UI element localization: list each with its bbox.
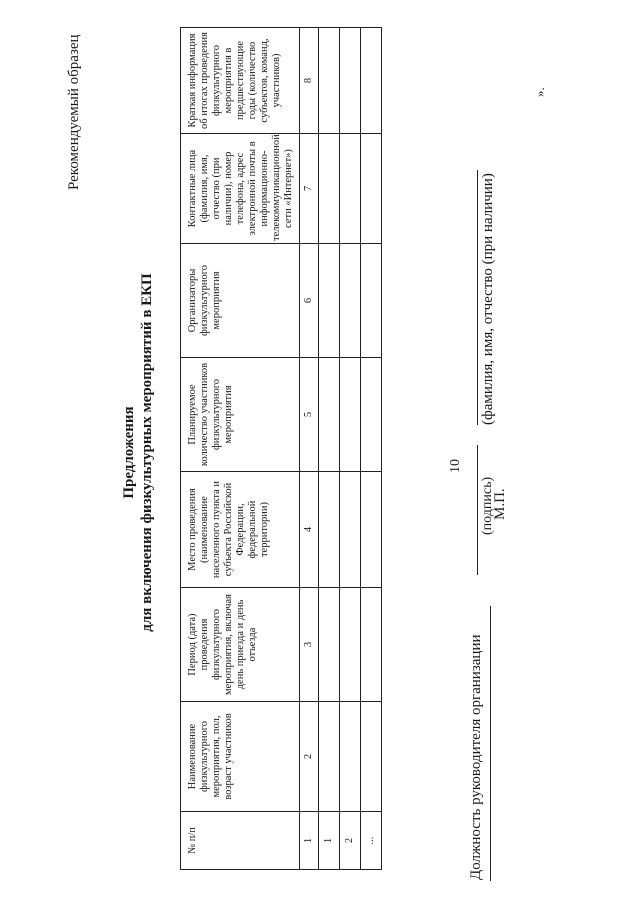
position-label: Должность руководителя организации — [468, 634, 484, 880]
sample-label: Рекомендуемый образец — [66, 34, 82, 190]
row-number: 1 — [319, 812, 340, 870]
header-cell: Организаторы физкультурного мероприятия — [181, 244, 300, 358]
row-number: 2 — [340, 812, 361, 870]
table-row — [340, 28, 361, 870]
header-cell: № п/п — [181, 812, 300, 870]
document-title: Предложения — [121, 406, 137, 499]
header-cell: Место проведения (наименование населенного пункта и субъекта Российской Федерации, федеральной территории) — [181, 472, 300, 588]
row-number: ... — [361, 812, 382, 870]
header-cell: Контактные лица (фамилия, имя, отчество (при наличии), номер телефона, адрес электронной почты в информационно-телекоммуникационной сети «Интернет») — [181, 134, 300, 244]
table-header-row — [181, 28, 300, 870]
closing-quote: ». — [532, 87, 547, 97]
column-number: 8 — [300, 28, 319, 134]
name-label: (фамилия, имя, отчество (при наличии) — [480, 173, 496, 425]
proposals-table — [180, 27, 382, 870]
column-number: 2 — [300, 702, 319, 812]
name-line — [477, 170, 478, 425]
column-number: 6 — [300, 244, 319, 358]
header-cell: Краткая информация об итогах проведения физкультурного мероприятия в предшествующие годы (количество субъектов, команд, участников) — [181, 28, 300, 134]
column-number: 1 — [300, 812, 319, 870]
column-number-row — [300, 28, 319, 870]
header-cell: Наименование физкультурного мероприятия, пол, возраст участников — [181, 702, 300, 812]
sign-label: (подпись) — [480, 476, 495, 535]
table-row — [361, 28, 382, 870]
position-underline — [490, 606, 491, 881]
stamp-label: М.П. — [492, 488, 508, 520]
column-number: 4 — [300, 472, 319, 588]
table-row — [319, 28, 340, 870]
header-cell: Период (дата) проведения физкультурного мероприятия, включая день приезда и день отъезда — [181, 588, 300, 702]
column-number: 5 — [300, 358, 319, 472]
signature-line — [477, 445, 478, 575]
header-cell: Планируемое количество участников физкультурного мероприятия — [181, 358, 300, 472]
column-number: 7 — [300, 134, 319, 244]
page-number: 10 — [448, 459, 463, 473]
document-subtitle: для включения физкультурных мероприятий в ЕКП — [139, 273, 155, 632]
column-number: 3 — [300, 588, 319, 702]
